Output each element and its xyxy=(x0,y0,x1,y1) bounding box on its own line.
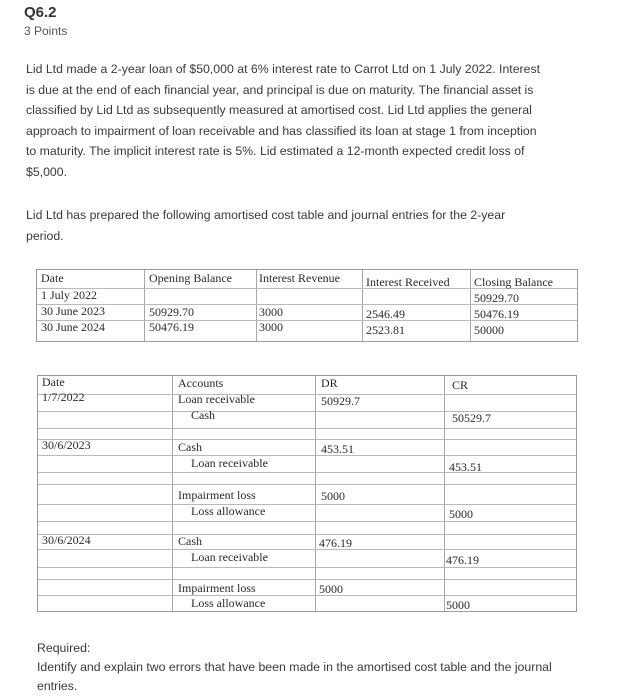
scenario-line: $5,000. xyxy=(26,164,68,179)
required-text xyxy=(37,658,597,696)
credit-account: Loan receivable xyxy=(191,456,268,470)
row-divider xyxy=(38,411,576,412)
question-number: Q6.2 xyxy=(24,4,57,21)
intro-line: Lid Ltd has prepared the following amortised cost table and journal entries for the 2-year xyxy=(26,208,506,222)
credit-amount: 5000 xyxy=(449,507,473,521)
table-cell: 50000 xyxy=(474,323,504,337)
debit-account: Impairment loss xyxy=(178,488,256,502)
header-interest-received: Interest Received xyxy=(366,275,450,289)
credit-amount: 50529.7 xyxy=(452,411,491,425)
credit-amount: 5000 xyxy=(446,598,470,612)
credit-account: Loan receivable xyxy=(191,550,268,564)
debit-amount: 476.19 xyxy=(319,536,352,550)
required-label: Required: xyxy=(37,641,91,655)
scenario-line: to maturity. The implicit interest rate is 5%. Lid estimated a 12-month expected credit loss of xyxy=(26,144,525,158)
debit-account: Impairment loss xyxy=(178,581,256,595)
table-cell: 3000 xyxy=(259,320,283,334)
entry-date: 30/6/2024 xyxy=(42,533,91,547)
row-divider xyxy=(38,521,576,522)
required-line: Identify and explain two errors that have been made in the amortised cost table and the journal xyxy=(37,660,552,674)
question-points: 3 Points xyxy=(24,24,68,38)
header-dr: DR xyxy=(321,376,338,390)
table-cell: 30 June 2024 xyxy=(41,320,105,334)
table-cell: 30 June 2023 xyxy=(41,304,105,318)
row-divider xyxy=(38,428,576,429)
credit-account: Cash xyxy=(191,408,215,422)
header-date: Date xyxy=(41,271,64,285)
column-divider xyxy=(362,270,363,341)
debit-amount: 50929.7 xyxy=(321,394,360,408)
row-divider xyxy=(38,549,576,550)
table-cell: 50476.19 xyxy=(149,320,194,334)
row-divider xyxy=(38,504,576,505)
debit-account: Loan receivable xyxy=(178,392,255,406)
scenario-paragraph xyxy=(26,59,586,182)
credit-amount: 453.51 xyxy=(449,460,482,474)
table-cell: 50476.19 xyxy=(474,307,519,321)
table-cell: 50929.70 xyxy=(149,305,194,319)
table-cell: 1 July 2022 xyxy=(41,288,98,302)
header-opening-balance: Opening Balance xyxy=(149,271,232,285)
row-divider xyxy=(38,439,576,440)
row-divider xyxy=(38,472,576,473)
column-divider xyxy=(256,270,257,341)
scenario-line: is due at the end of each financial year, and principal is due on maturity. The financial asset is xyxy=(26,82,534,97)
intro-line: period. xyxy=(26,228,64,243)
amortised-cost-table xyxy=(36,269,578,342)
column-divider xyxy=(144,270,145,341)
row-divider xyxy=(38,579,576,580)
scenario-line: classified by Lid Ltd as subsequently measured at amortised cost. Lid Ltd applies the general xyxy=(26,103,532,117)
table-cell: 2546.49 xyxy=(366,307,405,321)
scenario-line: approach to impairment of loan receivable and has classified its loan at stage 1 from inception xyxy=(26,123,537,138)
header-date: Date xyxy=(42,375,65,389)
debit-amount: 5000 xyxy=(321,489,345,503)
debit-account: Cash xyxy=(178,440,202,454)
row-divider xyxy=(38,484,576,485)
row-divider xyxy=(38,394,576,395)
table-cell: 50929.70 xyxy=(474,291,519,305)
row-divider xyxy=(38,534,576,535)
debit-account: Cash xyxy=(178,534,202,548)
intro-paragraph xyxy=(26,205,586,246)
header-accounts: Accounts xyxy=(178,376,224,390)
row-divider xyxy=(38,595,576,596)
header-cr: CR xyxy=(452,378,469,392)
debit-amount: 453.51 xyxy=(321,442,354,456)
header-interest-revenue: Interest Revenue xyxy=(259,271,340,285)
table-cell: 2523.81 xyxy=(366,323,405,337)
column-divider xyxy=(470,270,471,341)
row-divider xyxy=(38,567,576,568)
scenario-line: Lid Ltd made a 2-year loan of $50,000 at 6% interest rate to Carrot Ltd on 1 July 2022. Interest xyxy=(26,62,541,76)
entry-date: 30/6/2023 xyxy=(42,438,91,452)
credit-account: Loss allowance xyxy=(191,596,266,610)
table-cell: 3000 xyxy=(259,305,283,319)
row-divider xyxy=(38,455,576,456)
debit-amount: 5000 xyxy=(319,582,343,596)
header-closing-balance: Closing Balance xyxy=(474,275,553,289)
credit-amount: 476.19 xyxy=(446,553,479,567)
journal-entries-table xyxy=(37,375,577,612)
entry-date: 1/7/2022 xyxy=(42,390,85,404)
required-line: entries. xyxy=(37,679,78,693)
credit-account: Loss allowance xyxy=(191,504,266,518)
